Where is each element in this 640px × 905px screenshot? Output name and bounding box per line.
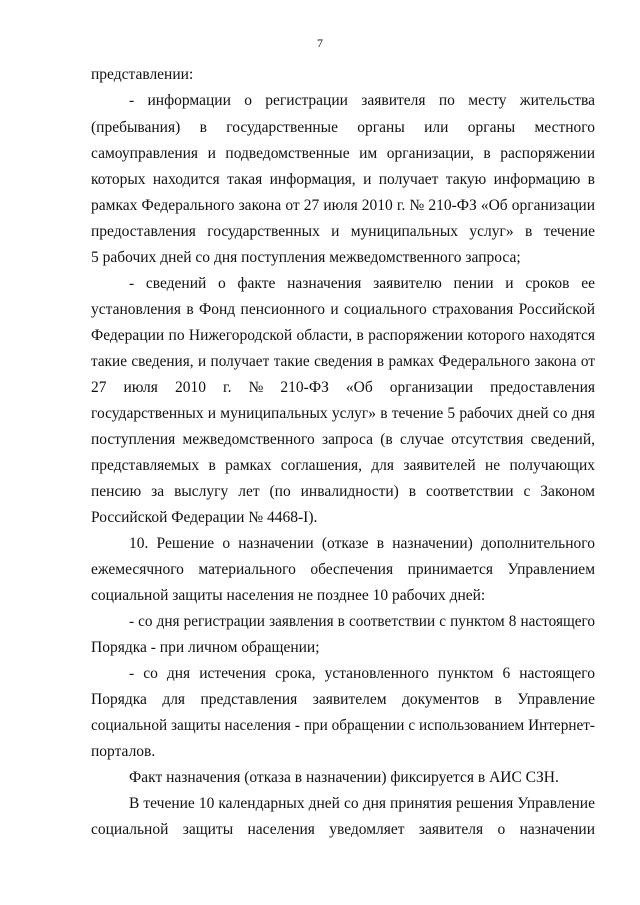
document-page: 7 представлении: - информации о регистрации заявителя по месту жительства (пребывания) в государственные органы или органы местного самоуправления и подведомственные им организации, в распоряжении которых находится такая информация, и получает такую информацию в рамках Федерального закона от 27 июля 2010 г. № 210-ФЗ «Об организации предоставления государственных и муниципальных услуг» в течение 5 рабочих дней со дня поступления межведомственного запроса; - сведений о факте назначения заявителю пении и сроков ее установления в Фонд пенсионного и социального страхования Российской Федерации по Нижегородской области, в распоряжении которого находятся такие сведения, и получает такие сведения в рамках Федерального закона от 27 июля 2010 г. № 210-ФЗ «Об организации предоставления государственных и муниципальных услуг» в течение 5 рабочих дней со дня поступления межведомственного запроса (в случае отсутствия сведений, представляемых в рамках соглашения, для заявителей не получающих пенсию за выслугу лет (по инвалидности) в соответствии с Законом Российской Федерации № 4468-I). 10. Решение о назначении (отказе в назначении) дополнительного ежемесячного материального обеспечения принимается Управлением социальной защиты населения не позднее 10 рабочих дней: - со дня регистрации заявления в соответствии с пунктом 8 настоящего Порядка - при личном обращении; - со дня истечения срока, установленного пунктом 6 настоящего Порядка для представления заявителем документов в Управление социальной защиты населения - при обращении с использованием Интернет- порталов. Факт назначения (отказа в назначении) фиксируется в АИС СЗН. В течение 10 календарных дней со дня принятия решения Управление социальной защиты населения уведомляет заявителя о назначении [0, 0, 640, 905]
page-number: 7 [317, 36, 323, 50]
